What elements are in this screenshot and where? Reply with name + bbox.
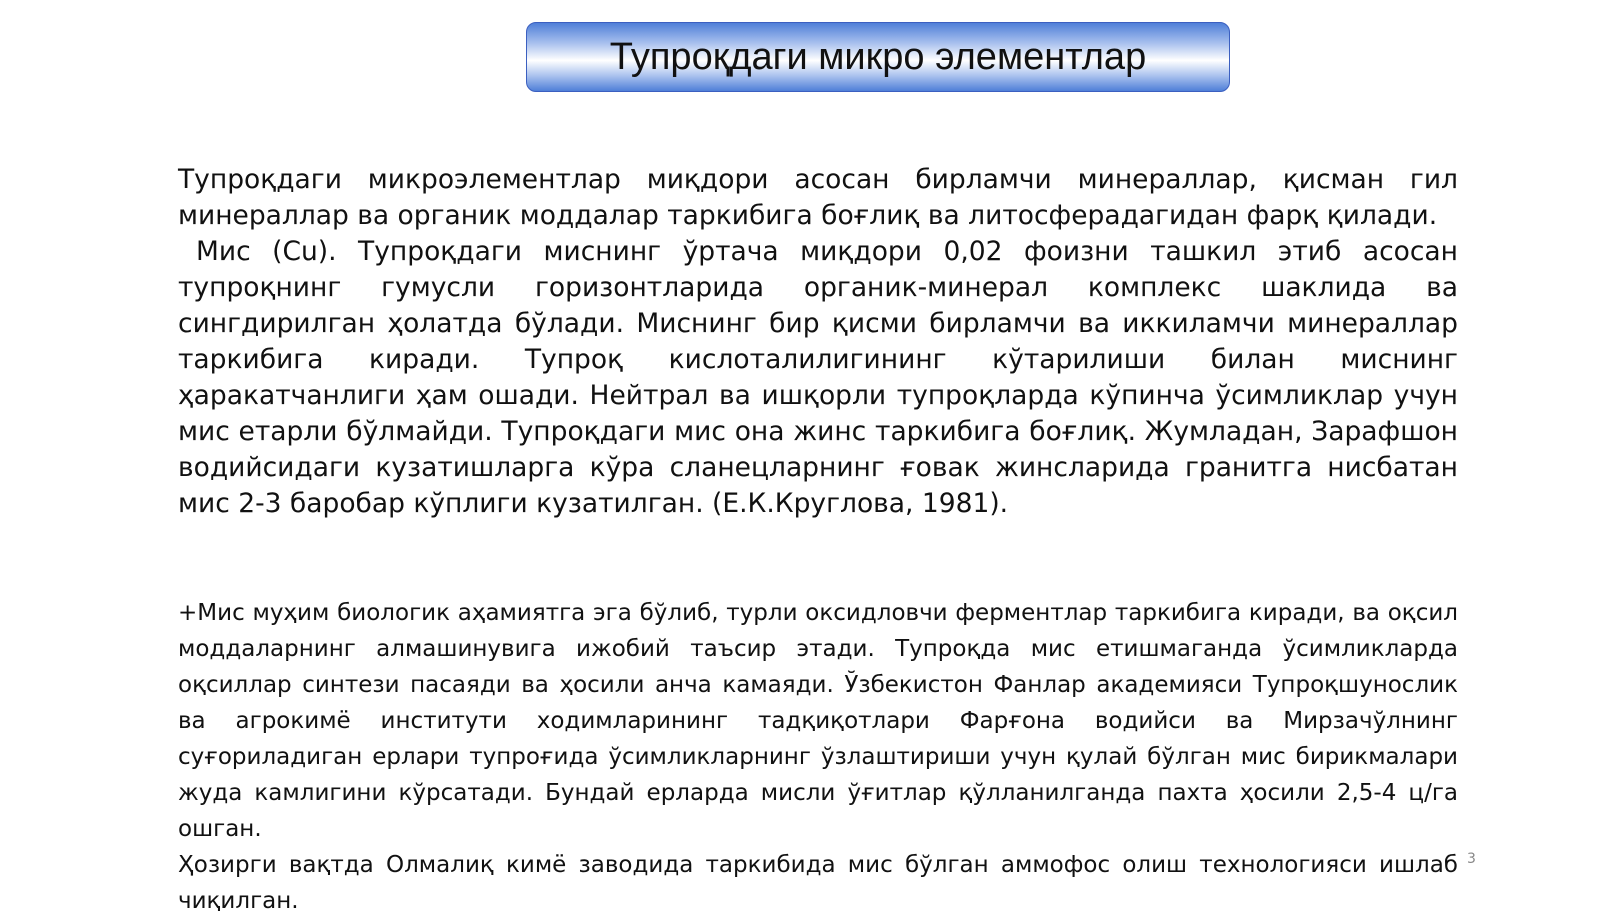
- slide-title: Тупроқдаги микро элементлар: [609, 35, 1147, 78]
- paragraph-copper-biology: +Мис муҳим биологик аҳамиятга эга бўлиб, турли оксидловчи ферментлар таркибига киради, ва оқсил моддаларнинг алмашинувига ижобий таъсир этади. Тупроқда мис етишмаганда ўсимликларда оқсиллар синтези пасаяди ва ҳосили анча камаяди. Ўзбекистон Фанлар академияси Тупроқшунослик ва агрокимё институти ходимларининг тадқиқотлари Фарғона водийси ва Мирзачўлнинг суғориладиган ерлари тупроғида ўсимликларнинг ўзлаштириши учун қулай бўлган мис бирикмалари жуда камлигини кўрсатади. Бундай ерларда мисли ўғитлар қўлланилганда пахта ҳосили 2,5-4 ц/га ошган.: [178, 600, 1458, 842]
- slide-body: [178, 162, 1458, 914]
- paragraph-intro: Тупроқдаги микроэлементлар миқдори асосан бирламчи минераллар, қисман гил минераллар ва органик моддалар таркибига боғлиқ ва литосферадагидан фарқ қилади.: [178, 164, 1458, 231]
- paragraph-ammophos: Ҳозирги вақтда Олмалиқ кимё заводида таркибида мис бўлган аммофос олиш технологияси ишлаб чиқилган.: [178, 852, 1458, 914]
- slide-title-banner: [526, 22, 1230, 92]
- page-number: 3: [1467, 851, 1476, 867]
- paragraph-copper: Мис (Cu). Тупроқдаги миснинг ўртача миқдори 0,02 фоизни ташкил этиб асосан тупроқнинг гумусли горизонтларида органик-минерал комплекс шаклида ва сингдирилган ҳолатда бўлади. Миснинг бир қисми бирламчи ва иккиламчи минераллар таркибига киради. Тупроқ кислоталилигининг кўтарилиши билан миснинг ҳаракатчанлиги ҳам ошади. Нейтрал ва ишқорли тупроқларда кўпинча ўсимликлар учун мис етарли бўлмайди. Тупроқдаги мис она жинс таркибига боғлиқ. Жумладан, Зарафшон водийсидаги кузатишларга кўра сланецларнинг ғовак жинсларида гранитга нисбатан мис 2-3 баробар кўплиги кузатилган. (Е.К.Круглова, 1981).: [178, 236, 1458, 519]
